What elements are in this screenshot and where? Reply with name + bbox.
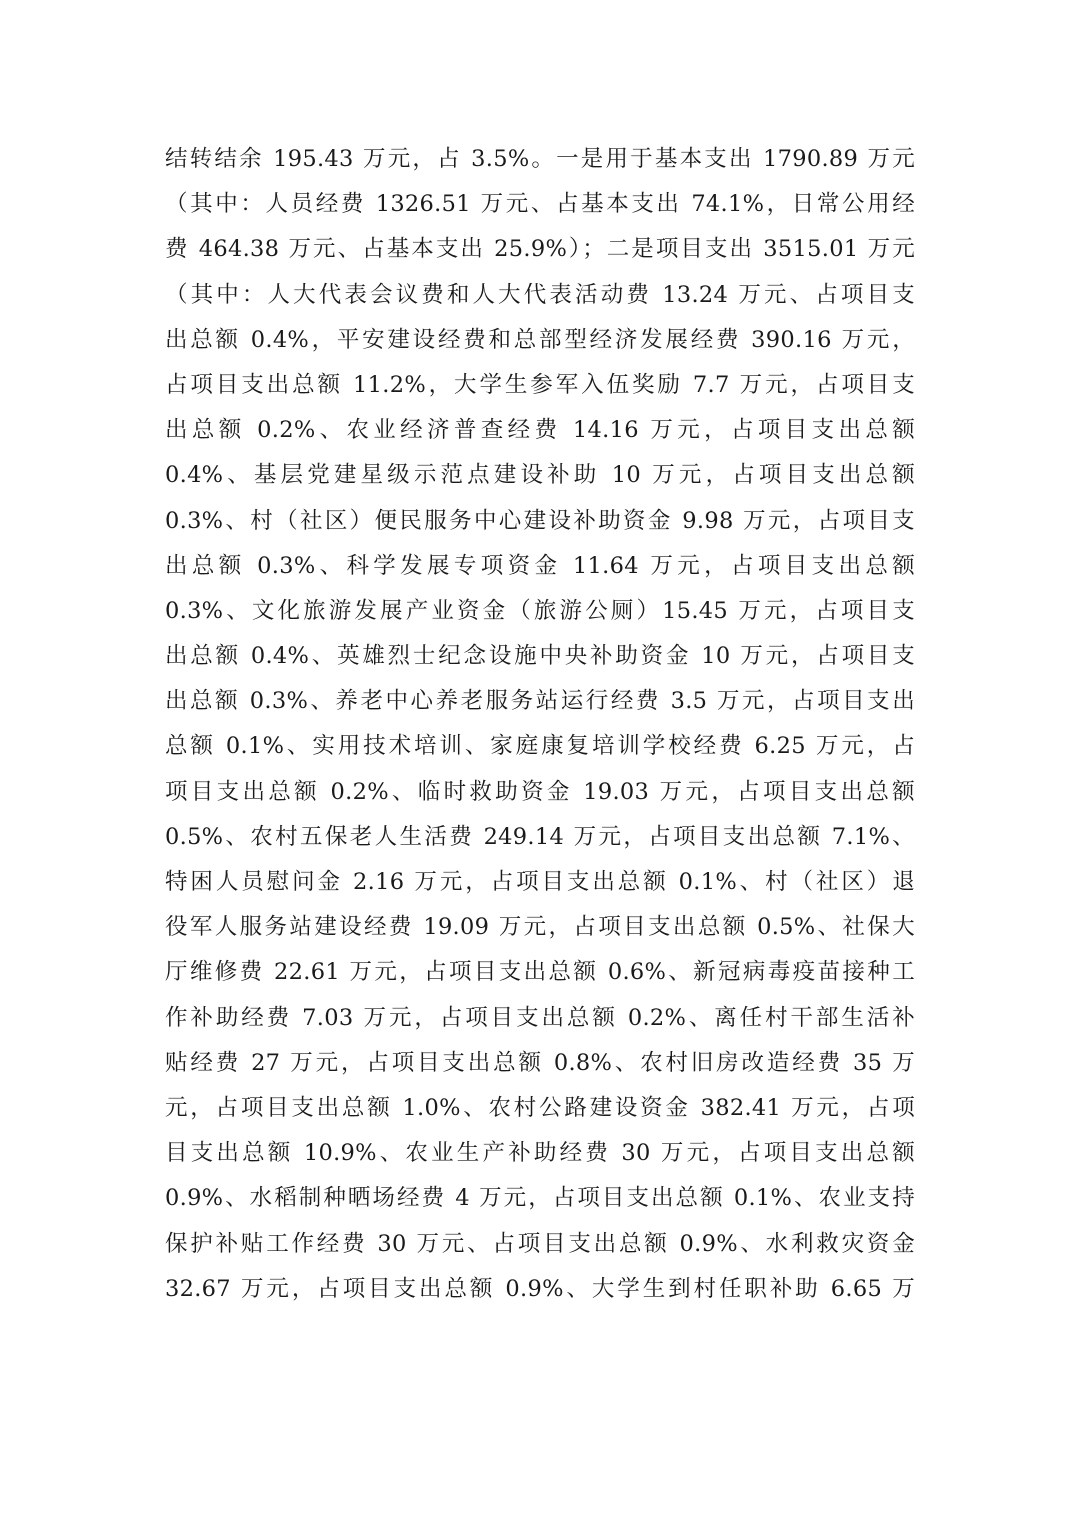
text-line: 0.4%、基层党建星级示范点建设补助 10 万元，占项目支出总额 (165, 462, 915, 489)
text-line: 保护补贴工作经费 30 万元、占项目支出总额 0.9%、水利救灾资金 (165, 1230, 915, 1257)
text-line: 项目支出总额 0.2%、临时救助资金 19.03 万元，占项目支出总额 (165, 778, 915, 805)
text-line: 出总额 0.4%、英雄烈士纪念设施中央补助资金 10 万元，占项目支 (165, 643, 915, 670)
text-line: （其中：人员经费 1326.51 万元、占基本支出 74.1%，日常公用经 (165, 191, 915, 218)
text-line: 出总额 0.3%、养老中心养老服务站运行经费 3.5 万元，占项目支出 (165, 688, 915, 715)
text-line: 总额 0.1%、实用技术培训、家庭康复培训学校经费 6.25 万元，占 (165, 733, 915, 760)
text-line: 0.3%、文化旅游发展产业资金（旅游公厕）15.45 万元，占项目支 (165, 597, 915, 624)
body-paragraph (165, 137, 915, 1312)
text-line: 特困人员慰问金 2.16 万元，占项目支出总额 0.1%、村（社区）退 (165, 869, 915, 895)
text-line: 目支出总额 10.9%、农业生产补助经费 30 万元，占项目支出总额 (165, 1140, 915, 1167)
text-line: 0.3%、村（社区）便民服务中心建设补助资金 9.98 万元，占项目支 (165, 507, 915, 534)
text-line: 役军人服务站建设经费 19.09 万元，占项目支出总额 0.5%、社保大 (165, 914, 915, 941)
text-line: 费 464.38 万元、占基本支出 25.9%）；二是项目支出 3515.01 万元 (165, 236, 915, 263)
text-line: 0.5%、农村五保老人生活费 249.14 万元，占项目支出总额 7.1%、 (165, 823, 915, 850)
text-line: 32.67 万元，占项目支出总额 0.9%、大学生到村任职补助 6.65 万 (165, 1275, 915, 1302)
text-line: 占项目支出总额 11.2%，大学生参军入伍奖励 7.7 万元，占项目支 (165, 371, 915, 398)
text-line: 出总额 0.2%、农业经济普查经费 14.16 万元，占项目支出总额 (165, 417, 915, 444)
text-line: （其中：人大代表会议费和人大代表活动费 13.24 万元、占项目支 (165, 281, 915, 308)
text-line: 结转结余 195.43 万元，占 3.5%。一是用于基本支出 1790.89 万元 (165, 146, 915, 172)
text-line: 贴经费 27 万元，占项目支出总额 0.8%、农村旧房改造经费 35 万 (165, 1049, 915, 1076)
text-line: 出总额 0.3%、科学发展专项资金 11.64 万元，占项目支出总额 (165, 552, 915, 579)
text-line: 0.9%、水稻制种晒场经费 4 万元，占项目支出总额 0.1%、农业支持 (165, 1185, 915, 1212)
text-line: 作补助经费 7.03 万元，占项目支出总额 0.2%、离任村干部生活补 (165, 1004, 915, 1031)
text-line: 厅维修费 22.61 万元，占项目支出总额 0.6%、新冠病毒疫苗接种工 (165, 959, 915, 986)
text-line: 出总额 0.4%，平安建设经费和总部型经济发展经费 390.16 万元， (165, 326, 915, 353)
text-line: 元，占项目支出总额 1.0%、农村公路建设资金 382.41 万元，占项 (165, 1094, 915, 1121)
